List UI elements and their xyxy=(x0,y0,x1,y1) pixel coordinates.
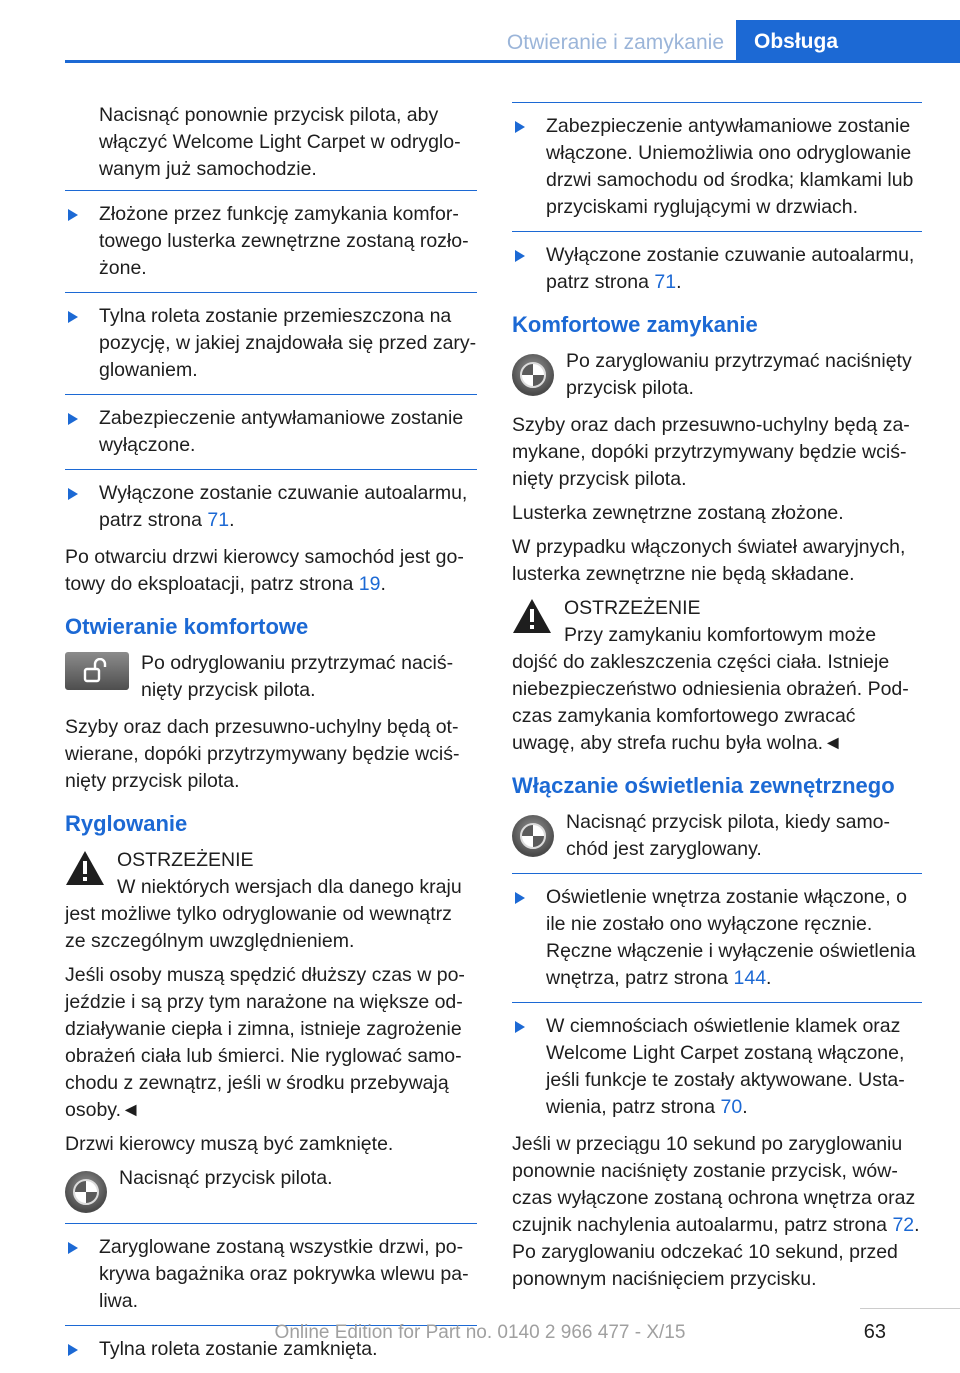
right-column xyxy=(512,102,922,1300)
list-item-text: . xyxy=(676,271,682,293)
divider xyxy=(65,394,477,395)
bmw-key-icon xyxy=(512,815,554,857)
paragraph-text: Po otwarciu drzwi kierowcy samochód jest gotowy do eksploatacji, patrz strona xyxy=(65,546,464,595)
list-item xyxy=(512,1013,922,1121)
footer-rule xyxy=(860,1308,960,1309)
bullet-list xyxy=(512,884,922,1121)
warning-text: Jeśli osoby muszą spędzić dłuższy czas w pojeździe i są przy tym narażone na większe oddziaływanie ciepła i zimna, istnieje zagrożenie obrażeń ciała lub śmierci. Nie ryglować samochodu z zewnątrz, jeśli w środku przebywają osoby.◄ xyxy=(65,964,465,1121)
list-item-text: . xyxy=(766,967,772,989)
header-tab: Obsługa xyxy=(736,20,960,62)
paragraph: Szyby oraz dach przesuwno-uchylny będą otwierane, dopóki przytrzymywany będzie wciśnięty przycisk pilota. xyxy=(65,716,460,792)
warning-title: OSTRZEŻENIE xyxy=(564,597,701,619)
icon-block-text: Po zaryglowaniu przytrzymać naciśnięty przycisk pilota. xyxy=(566,350,912,399)
paragraph: Lusterka zewnętrzne zostaną złożone. xyxy=(512,502,844,524)
section-heading: Ryglowanie xyxy=(65,811,188,836)
list-item: Zabezpieczenie antywłamaniowe zostanie włączone. Uniemożliwia ono odryglowanie drzwi samochodu od środka; klamkami lub przyciskami ryglującymi w drzwiach. xyxy=(512,113,922,221)
page-link[interactable]: 19 xyxy=(358,573,381,595)
warning-title: OSTRZEŻENIE xyxy=(117,849,254,871)
paragraph-text: Jeśli w przeciągu 10 sekund po zaryglowaniu ponownie naciśnięty zostanie przycisk, wówczas wyłączone zostaną ochrona wnętrza oraz czujnik nachylenia autoalarmu, patrz strona xyxy=(512,1133,916,1236)
bullet-list xyxy=(512,113,922,296)
paragraph-text: . xyxy=(380,573,386,595)
unlock-icon xyxy=(65,652,129,690)
list-item xyxy=(512,884,922,992)
paragraph xyxy=(512,1131,922,1293)
bmw-key-icon xyxy=(512,354,554,396)
footer-edition-text: Online Edition for Part no. 0140 2 966 477 - X/15 xyxy=(274,1322,686,1343)
divider xyxy=(65,1223,477,1224)
warning-block xyxy=(65,847,477,901)
page-link[interactable]: 71 xyxy=(207,509,230,531)
warning-text: Przy zamykaniu komfortowym może xyxy=(564,624,877,646)
divider xyxy=(512,1002,922,1003)
list-item: Tylna roleta zostanie przemieszczona na pozycję, w jakiej znajdowała się przed zaryglowaniem. xyxy=(65,303,477,384)
divider xyxy=(65,469,477,470)
list-item xyxy=(65,480,477,534)
list-item: Zabezpieczenie antywłamaniowe zostanie wyłączone. xyxy=(65,405,477,459)
paragraph: Drzwi kierowcy muszą być zamknięte. xyxy=(65,1133,394,1155)
icon-block-text: Po odryglowaniu przytrzymać naciśnięty przycisk pilota. xyxy=(141,652,454,701)
list-item-text: . xyxy=(742,1096,748,1118)
bmw-key-icon xyxy=(65,1171,107,1213)
divider xyxy=(65,292,477,293)
header-section-title: Otwieranie i zamykanie xyxy=(506,31,724,54)
page-link[interactable]: 144 xyxy=(733,967,767,989)
divider xyxy=(65,190,477,191)
bullet-list xyxy=(65,201,477,534)
list-item: Tylna roleta zostanie zamknięta. xyxy=(65,1336,477,1363)
divider xyxy=(512,231,922,232)
page-number: 63 xyxy=(863,1321,886,1343)
warning-triangle-icon xyxy=(65,849,105,887)
warning-block xyxy=(512,595,922,649)
section-heading: Otwieranie komfortowe xyxy=(65,614,309,639)
list-item-text: Wyłączone zostanie czuwanie autoalarmu, patrz strona xyxy=(546,244,915,293)
section-heading: Włączanie oświetlenia zewnętrznego xyxy=(512,773,895,798)
divider xyxy=(512,873,922,874)
list-item xyxy=(512,242,922,296)
paragraph: W przypadku włączonych świateł awaryjnych, lusterka zewnętrzne nie będą składane. xyxy=(512,536,906,585)
warning-text: jest możliwe tylko odryglowanie od wewnątrz ze szczególnym uwzględnieniem. xyxy=(65,903,452,952)
warning-text: W niektórych wersjach dla danego kraju xyxy=(117,876,462,898)
paragraph: Szyby oraz dach przesuwno-uchylny będą zamykane, dopóki przytrzymywany będzie wciśnięty przycisk pilota. xyxy=(512,414,910,490)
icon-block-text: Nacisnąć przycisk pilota. xyxy=(119,1167,333,1189)
icon-block xyxy=(65,650,477,704)
left-column xyxy=(65,102,477,1373)
page-link[interactable]: 71 xyxy=(654,271,677,293)
list-item: Zaryglowane zostaną wszystkie drzwi, pokrywa bagażnika oraz pokrywka wlewu paliwa. xyxy=(65,1234,477,1315)
section-heading: Komfortowe zamykanie xyxy=(512,312,758,337)
list-item-text: W ciemnościach oświetlenie klamek oraz Welcome Light Carpet zostaną włączone, jeśli funkcje te zostały aktywowane. Ustawienia, patrz strona xyxy=(546,1015,905,1118)
warning-text: dojść do zakleszczenia części ciała. Istnieje niebezpieczeństwo odniesienia obrażeń. Podczas zamykania komfortowego zwracać uwagę, aby strefa ruchu była wolna.◄ xyxy=(512,651,909,754)
list-item-text: . xyxy=(229,509,235,531)
page-link[interactable]: 70 xyxy=(720,1096,743,1118)
icon-block xyxy=(512,348,922,402)
icon-block xyxy=(512,809,922,863)
page-link[interactable]: 72 xyxy=(892,1214,915,1236)
paragraph-text: . Po zaryglowaniu odczekać 10 sekund, przed ponownym naciśnięciem przycisku. xyxy=(512,1214,920,1290)
list-item-text: Wyłączone zostanie czuwanie autoalarmu, patrz strona xyxy=(99,482,468,531)
icon-block xyxy=(65,1165,477,1213)
intro-text: Nacisnąć ponownie przycisk pilota, aby włączyć Welcome Light Carpet w odryglowanym już samochodzie. xyxy=(99,104,461,180)
paragraph xyxy=(65,544,477,598)
list-item: Złożone przez funkcję zamykania komfortowego lusterka zewnętrzne zostaną rozłożone. xyxy=(65,201,477,282)
icon-block-text: Nacisnąć przycisk pilota, kiedy samochód jest zaryglowany. xyxy=(566,811,891,860)
divider xyxy=(512,102,922,103)
warning-triangle-icon xyxy=(512,597,552,635)
list-item-text: Oświetlenie wnętrza zostanie włączone, o ile nie zostało ono wyłączone ręcznie. Ręczne włączenie i wyłączenie oświetlenia wnętrza, patrz strona xyxy=(546,886,916,989)
